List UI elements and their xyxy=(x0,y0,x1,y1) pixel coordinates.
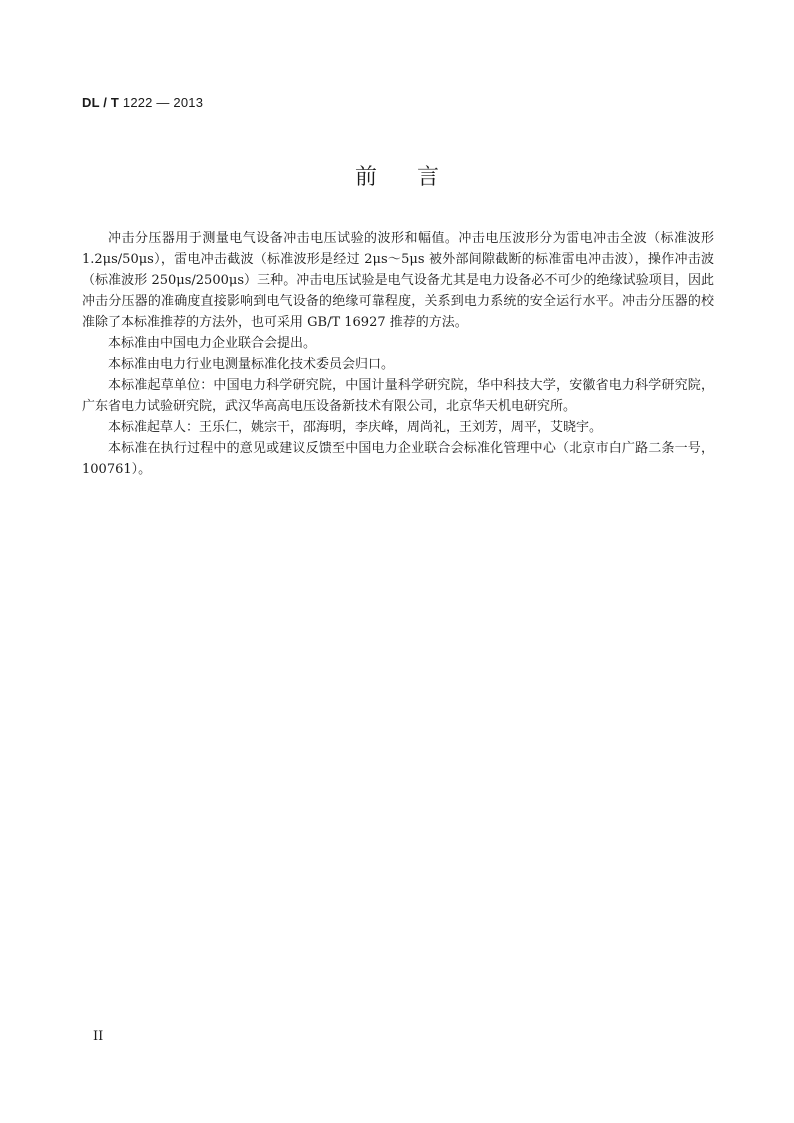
paragraph-drafting-units: 本标准起草单位：中国电力科学研究院，中国计量科学研究院，华中科技大学，安徽省电力科学研究院，广东省电力试验研究院，武汉华高高电压设备新技术有限公司，北京华天机电研究所。 xyxy=(82,378,714,414)
paragraph-proposer: 本标准由中国电力企业联合会提出。 xyxy=(108,336,317,351)
paragraph-drafters: 本标准起草人：王乐仁，姚宗干，邵海明，李庆峰，周尚礼，王刘芳，周平，艾晓宇。 xyxy=(108,420,603,435)
paragraph-committee: 本标准由电力行业电测量标准化技术委员会归口。 xyxy=(108,357,395,372)
paragraph-feedback: 本标准在执行过程中的意见或建议反馈至中国电力企业联合会标准化管理中心（北京市白广路二条一号，100761）。 xyxy=(82,441,714,477)
standard-number: 1222 — 2013 xyxy=(119,95,204,110)
page-title: 前言 xyxy=(354,165,479,190)
document-header xyxy=(82,95,203,110)
standard-code: DL / T xyxy=(82,95,120,110)
foreword-body xyxy=(82,228,714,480)
paragraph-intro: 冲击分压器用于测量电气设备冲击电压试验的波形和幅值。冲击电压波形分为雷电冲击全波（标准波形 1.2μs/50μs），雷电冲击截波（标准波形是经过 2μs～5μs 被外部间隙截断的标准雷电冲击波），操作冲击波（标准波形 250μs/2500μs）三种。冲击电压试验是电气设备尤其是电力设备必不可少的绝缘试验项目，因此冲击分压器的准确度直接影响到电气设备的绝缘可靠程度，关系到电力系统的安全运行水平。冲击分压器的校准除了本标准推荐的方法外，也可采用 GB/T 16927 推荐的方法。 xyxy=(82,231,714,330)
page-number: II xyxy=(93,1029,104,1044)
